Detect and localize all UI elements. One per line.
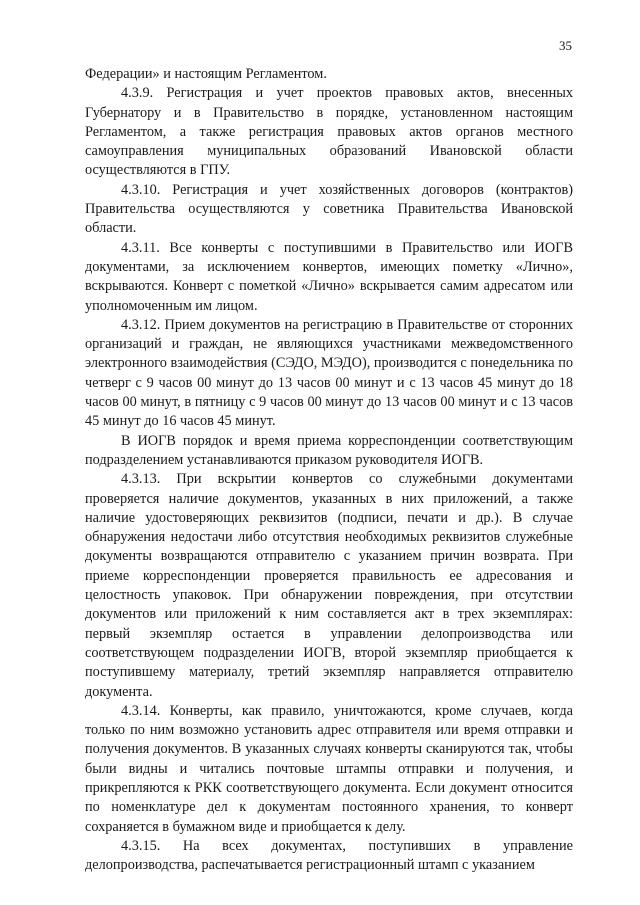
paragraph-4-3-15: 4.3.15. На всех документах, поступивших в управление делопроизводства, распечатывается регистрационный штамп с указанием <box>85 837 573 874</box>
document-body <box>85 65 573 875</box>
page-number: 35 <box>559 38 572 53</box>
paragraph-4-3-14: 4.3.14. Конверты, как правило, уничтожаются, кроме случаев, когда только по ним возможно установить адрес отправителя или время отправки и получения документов. В указанных случаях конверты сканируются так, чтобы были видны и читались почтовые штампы отправки и получения, и прикрепляются к РКК соответствующего документа. Если документ относится по номенклатуре дел к документам постоянного хранения, то конверт сохраняется в бумажном виде и приобщается к делу. <box>85 702 573 835</box>
paragraph-4-3-12: 4.3.12. Прием документов на регистрацию в Правительстве от сторонних организаций и граждан, не являющихся участниками межведомственного электронного взаимодействия (СЭДО, МЭДО), производится с понедельника по четверг с 9 часов 00 минут до 13 часов 00 минут и с 13 часов 45 минут до 18 часов 00 минут, в пятницу с 9 часов 00 минут до 13 часов 00 минут и с 13 часов 45 минут до 16 часов 45 минут. <box>85 316 573 430</box>
paragraph-4-3-9: 4.3.9. Регистрация и учет проектов правовых актов, внесенных Губернатору и в Правительство в порядке, установленном настоящим Регламентом, а также регистрация правовых актов органов местного самоуправления муниципальных образований Ивановской области осуществляются в ГПУ. <box>85 85 573 179</box>
paragraph-4-3-10: 4.3.10. Регистрация и учет хозяйственных договоров (контрактов) Правительства осуществляются у советника Правительства Ивановской области. <box>85 181 573 237</box>
paragraph-continuation: Федерации» и настоящим Регламентом. <box>85 66 327 82</box>
paragraph-iogv-reception: В ИОГВ порядок и время приема корреспонденции соответствующим подразделением устанавливаются приказом руководителя ИОГВ. <box>85 432 573 468</box>
paragraph-4-3-11: 4.3.11. Все конверты с поступившими в Правительство или ИОГВ документами, за исключением конвертов, имеющих пометку «Лично», вскрываются. Конверт с пометкой «Лично» вскрывается самим адресатом или уполномоченным им лицом. <box>85 239 573 314</box>
paragraph-4-3-13: 4.3.13. При вскрытии конвертов со служебными документами проверяется наличие документов, указанных в них приложений, а также наличие удостоверяющих реквизитов (подписи, печати и др.). В случае обнаружения недостачи либо отсутствия необходимых реквизитов служебные документы возвращаются отправителю с указанием причин возврата. При приеме корреспонденции проверяется правильность ее адресования и целостность упаковок. При обнаружении повреждения, при отсутствии документов или приложений к ним составляется акт в трех экземплярах: первый экземпляр остается в управлении делопроизводства или соответствующем подразделении ИОГВ, второй экземпляр приобщается к поступившему материалу, третий экземпляр направляется отправителю документа. <box>85 471 573 700</box>
